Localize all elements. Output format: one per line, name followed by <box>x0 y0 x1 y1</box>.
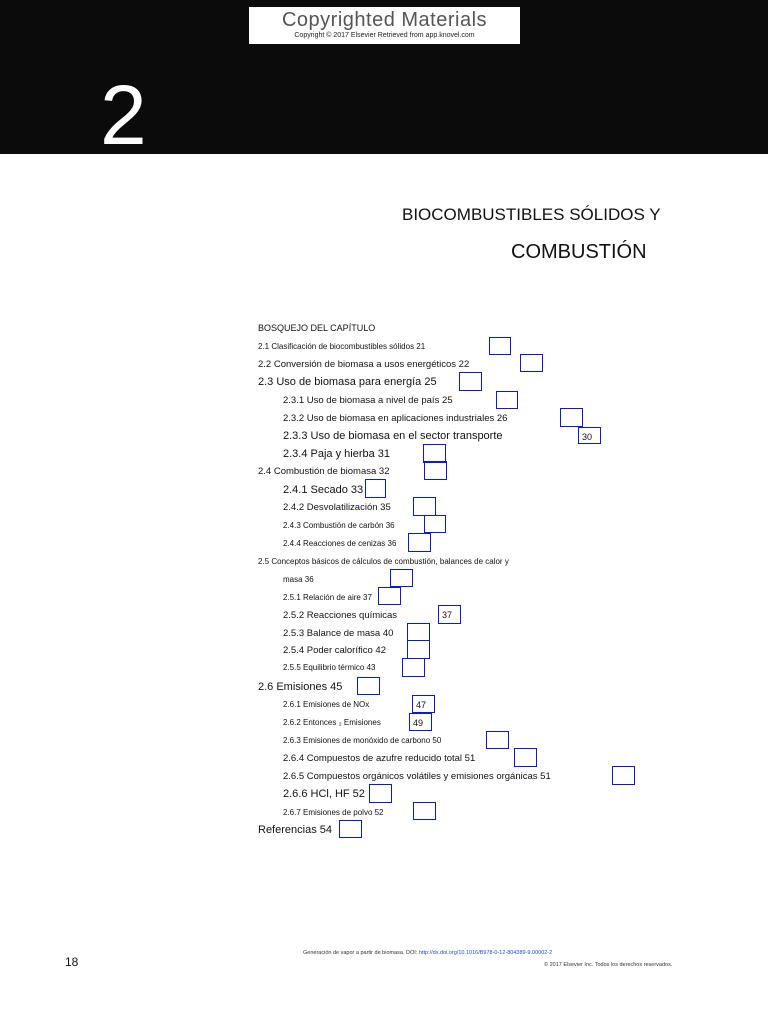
page-number: 49 <box>413 718 424 728</box>
chapter-header-band <box>0 0 768 162</box>
page-link-box[interactable] <box>390 569 413 587</box>
toc-entry-2-6-3: 2.6.3 Emisiones de monóxido de carbono 50 <box>283 736 442 745</box>
page-link-box[interactable] <box>369 784 392 803</box>
page-link-box-47[interactable] <box>412 695 435 713</box>
toc-entry-2-6: 2.6 Emisiones 45 <box>258 681 343 693</box>
page-link-box[interactable] <box>402 658 425 677</box>
toc-entry-2-6-6: 2.6.6 HCl, HF 52 <box>283 788 365 800</box>
page-link-box-37[interactable] <box>438 605 461 624</box>
page-link-box[interactable] <box>407 640 430 659</box>
chapter-outline-heading: BOSQUEJO DEL CAPÍTULO <box>258 323 376 333</box>
chapter-number: 2 <box>100 68 147 162</box>
page-link-box[interactable] <box>413 497 436 516</box>
copyright-watermark <box>249 7 520 44</box>
page-link-box[interactable] <box>424 515 446 533</box>
toc-entry-2-3-4: 2.3.4 Paja y hierba 31 <box>283 448 391 460</box>
toc-entry-2-5-4: 2.5.4 Poder calorífico 42 <box>283 645 386 656</box>
toc-entry-2-1: 2.1 Clasificación de biocombustibles sólidos 21 <box>258 342 426 351</box>
page-link-box[interactable] <box>357 677 380 695</box>
page-link-box[interactable] <box>378 587 401 605</box>
page-link-box[interactable] <box>489 337 511 355</box>
toc-entry-2-5-5: 2.5.5 Equilibrio térmico 43 <box>283 663 376 672</box>
watermark-title: Copyrighted Materials <box>281 9 488 31</box>
copyright-notice: © 2017 Elsevier Inc. Todos los derechos reservados. <box>544 962 673 968</box>
page-link-box[interactable] <box>612 766 635 785</box>
page-link-box[interactable] <box>365 479 386 498</box>
toc-entry-2-5-cont: masa 36 <box>283 575 314 584</box>
page-link-box[interactable] <box>407 623 430 641</box>
toc-entry-2-4-3: 2.4.3 Combustión de carbón 36 <box>283 521 395 530</box>
source-citation <box>303 950 552 956</box>
toc-entry-2-5-3: 2.5.3 Balance de masa 40 <box>283 628 394 639</box>
page-link-box-49[interactable] <box>409 713 432 731</box>
toc-entry-2-3-1: 2.3.1 Uso de biomasa a nivel de país 25 <box>283 395 453 406</box>
page-number: 47 <box>416 700 427 710</box>
toc-entry-2-5-1: 2.5.1 Relación de aire 37 <box>283 593 372 602</box>
chapter-title-line2: COMBUSTIÓN <box>511 241 647 263</box>
toc-entry-2-3: 2.3 Uso de biomasa para energía 25 <box>258 376 437 388</box>
page-link-box[interactable] <box>408 533 431 552</box>
chapter-title-line1: BIOCOMBUSTIBLES SÓLIDOS Y <box>402 205 661 224</box>
toc-entry-2-4-2: 2.4.2 Desvolatilización 35 <box>283 502 391 513</box>
toc-entry-references: Referencias 54 <box>258 824 332 836</box>
toc-entry-2-4-1: 2.4.1 Secado 33 <box>283 484 364 496</box>
toc-entry-2-6-1: 2.6.1 Emisiones de NOx <box>283 700 370 709</box>
toc-entry-2-6-2: 2.6.2 Entonces ₂ Emisiones <box>283 718 381 727</box>
toc-entry-2-3-2: 2.3.2 Uso de biomasa en aplicaciones industriales 26 <box>283 413 508 424</box>
toc-entry-2-4-4: 2.4.4 Reacciones de cenizas 36 <box>283 539 397 548</box>
page-number-footer: 18 <box>65 955 79 969</box>
page-number: 30 <box>582 432 593 442</box>
toc-entry-2-5: 2.5 Conceptos básicos de cálculos de combustión, balances de calor y <box>258 557 509 566</box>
page-link-box[interactable] <box>514 748 537 767</box>
page-link-box[interactable] <box>459 372 482 391</box>
source-prefix: Generación de vapor a partir de biomasa. DOI: <box>303 950 418 956</box>
toc-entry-2-6-4: 2.6.4 Compuestos de azufre reducido total 51 <box>283 753 476 764</box>
page-link-box-30[interactable] <box>578 427 601 444</box>
page-link-box[interactable] <box>560 408 583 427</box>
page-link-box[interactable] <box>496 391 518 409</box>
page-link-box[interactable] <box>413 802 436 820</box>
page-link-box[interactable] <box>339 820 362 838</box>
toc-entry-2-6-7: 2.6.7 Emisiones de polvo 52 <box>283 808 384 817</box>
toc-entry-2-5-2: 2.5.2 Reacciones químicas <box>283 610 398 621</box>
toc-entry-2-4: 2.4 Combustión de biomasa 32 <box>258 466 390 477</box>
watermark-subtitle: Copyright © 2017 Elsevier Retrieved from app.knovel.com <box>294 32 475 39</box>
toc-entry-2-6-5: 2.6.5 Compuestos orgánicos volátiles y emisiones orgánicas 51 <box>283 771 551 782</box>
page-link-box[interactable] <box>520 354 543 372</box>
page-number: 37 <box>442 610 453 620</box>
page-link-box[interactable] <box>424 461 447 480</box>
toc-entry-2-3-3: 2.3.3 Uso de biomasa en el sector transporte <box>283 430 503 442</box>
page-link-box[interactable] <box>486 731 509 749</box>
doi-link[interactable]: http://dx.doi.org/10.1016/B978-0-12-804389-9.00002-2 <box>418 950 553 956</box>
toc-entry-2-2: 2.2 Conversión de biomasa a usos energéticos 22 <box>258 359 470 370</box>
